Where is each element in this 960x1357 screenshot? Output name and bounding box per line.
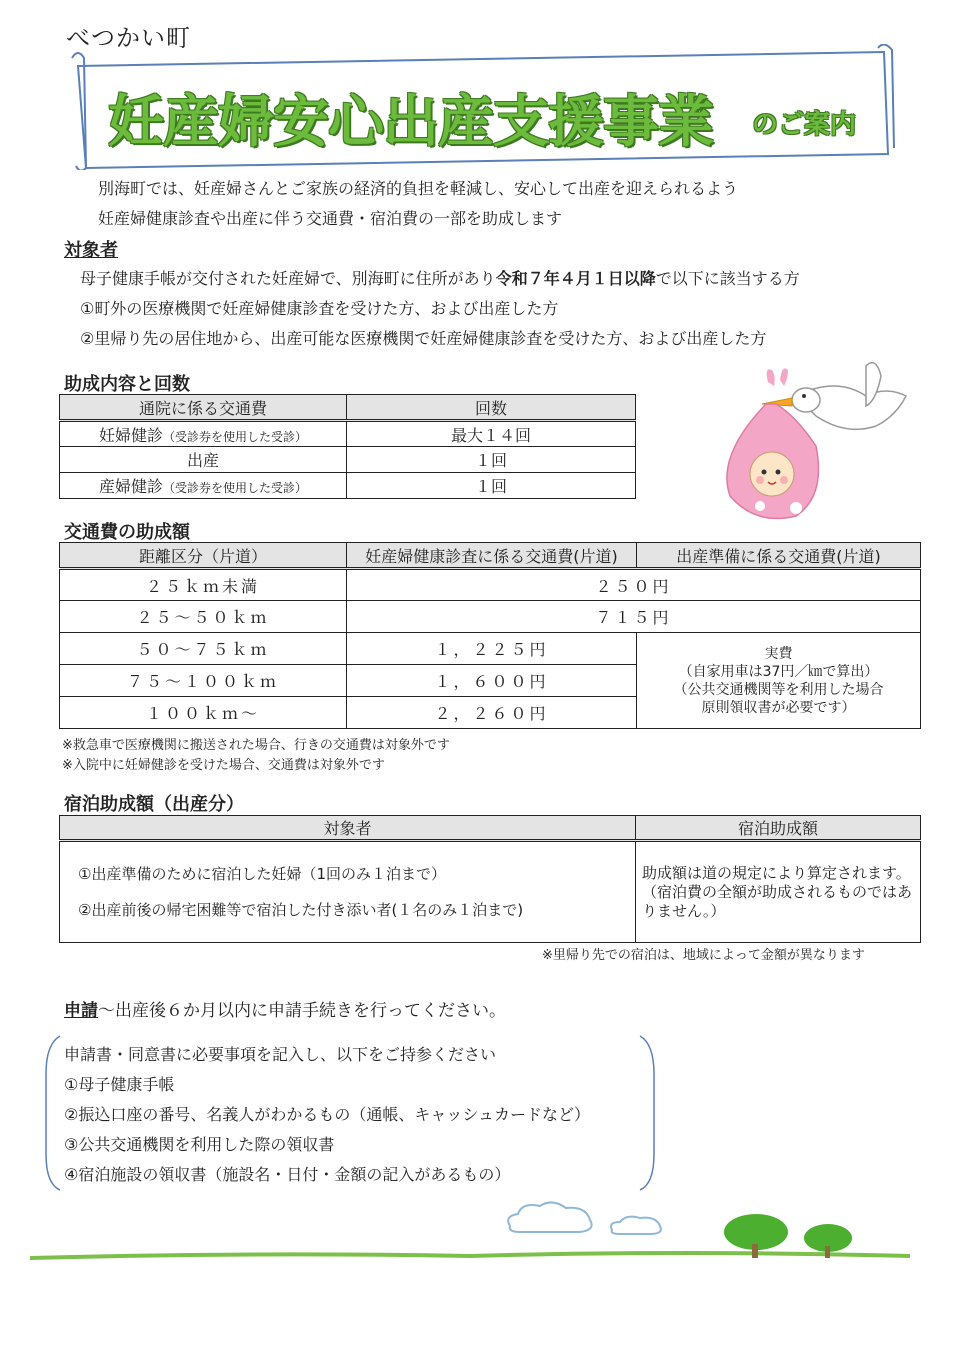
- application-heading-rest: ～出産後６か月以内に申請手続きを行ってください。: [98, 1001, 506, 1021]
- lodging-note: ※里帰り先での宿泊は、地域によって金額が異なります: [542, 948, 865, 963]
- table-row: [60, 633, 921, 665]
- transport-heading: 交通費の助成額: [64, 522, 190, 543]
- transport-note-1: ※救急車で医療機関に搬送された場合、行きの交通費は対象外です: [62, 738, 450, 753]
- table-cell: 妊婦健診（受診券を使用した受診）: [60, 421, 347, 447]
- table-row: [60, 447, 636, 473]
- actual-cost-cell: [637, 633, 921, 729]
- actual-cost-line-1: （自家用車は37円／㎞で算出）: [678, 663, 879, 680]
- lodging-table: [59, 815, 921, 943]
- table-cell: 産婦健診（受診券を使用した受診）: [60, 473, 347, 499]
- subsidy-count-header-item: 通院に係る交通費: [60, 395, 347, 421]
- lodging-header-amount: 宿泊助成額: [636, 816, 921, 841]
- table-row: [60, 569, 921, 601]
- eligibility-item-2: ②里帰り先の居住地から、出産可能な医療機関で妊産婦健康診査を受けた方、および出産した方: [80, 329, 767, 348]
- town-name: べつかい町: [66, 24, 191, 52]
- table-cell: 最大１４回: [347, 421, 636, 447]
- application-item-4: ④宿泊施設の領収書（施設名・日付・金額の記入があるもの）: [64, 1165, 511, 1184]
- subsidy-count-table: [59, 394, 636, 499]
- lodging-target-cell: [60, 841, 636, 943]
- table-cell: １，２２５円: [347, 633, 637, 665]
- application-item-2: ②振込口座の番号、名義人がわかるもの（通帳、キャッシュカードなど）: [64, 1105, 591, 1124]
- lodging-heading: 宿泊助成額（出産分）: [64, 794, 244, 815]
- table-cell: ２５～５０ｋｍ: [60, 601, 347, 633]
- table-cell: ２５０円: [347, 569, 921, 601]
- application-heading: 申請: [64, 1001, 98, 1021]
- transport-header-birth-prep: 出産準備に係る交通費(片道): [637, 543, 921, 569]
- application-heading-line: [64, 996, 506, 1021]
- lodging-target-2: ②出産前後の帰宅困難等で宿泊した付き添い者(１名のみ１泊まで): [78, 901, 524, 919]
- page-title-suffix: のご案内: [752, 110, 857, 140]
- transport-header-distance: 距離区分（片道）: [60, 543, 347, 569]
- lodging-target-1: ①出産準備のために宿泊した妊婦（1回のみ１泊まで）: [78, 865, 446, 883]
- table-cell: ２，２６０円: [347, 697, 637, 729]
- table-cell: ５０～７５ｋｍ: [60, 633, 347, 665]
- table-cell: ２５ｋｍ未満: [60, 569, 347, 601]
- eligibility-suffix: で以下に該当する方: [655, 269, 800, 288]
- eligibility-line: [80, 266, 800, 289]
- eligibility-heading: 対象者: [64, 240, 118, 261]
- table-cell: ７５～１００ｋｍ: [60, 665, 347, 697]
- intro-line-1: 別海町では、妊産婦さんとご家族の経済的負担を軽減し、安心して出産を迎えられるよう: [98, 179, 739, 198]
- subsidy-count-heading: 助成内容と回数: [64, 374, 190, 395]
- table-row: [60, 601, 921, 633]
- transport-table: [59, 542, 921, 729]
- transport-note-2: ※入院中に妊婦健診を受けた場合、交通費は対象外です: [62, 758, 385, 773]
- lodging-amount-cell: 助成額は道の規定により算定されます。（宿泊費の全額が助成されるものではありません。）: [636, 841, 921, 943]
- application-intro: 申請書・同意書に必要事項を記入し、以下をご持参ください: [64, 1045, 497, 1064]
- eligibility-date: 令和７年４月１日以降: [495, 269, 656, 288]
- table-row: [60, 841, 921, 943]
- lodging-header-target: 対象者: [60, 816, 636, 841]
- grass-and-trees-icon: [30, 1210, 910, 1266]
- table-row: [60, 421, 636, 447]
- table-cell: ７１５円: [347, 601, 921, 633]
- actual-cost-title: 実費: [764, 645, 793, 662]
- transport-header-checkup: 妊産婦健康診査に係る交通費(片道): [347, 543, 637, 569]
- table-cell: 出産: [60, 447, 347, 473]
- application-item-1: ①母子健康手帳: [64, 1075, 175, 1094]
- application-item-3: ③公共交通機関を利用した際の領収書: [64, 1135, 335, 1154]
- stork-baby-icon: [716, 356, 916, 528]
- table-cell: １回: [347, 447, 636, 473]
- table-cell: １回: [347, 473, 636, 499]
- actual-cost-line-3: 原則領収書が必要です）: [701, 699, 856, 716]
- eligibility-item-1: ①町外の医療機関で妊産婦健康診査を受けた方、および出産した方: [80, 299, 559, 318]
- table-cell: １，６００円: [347, 665, 637, 697]
- table-row: [60, 473, 636, 499]
- page-title: 妊産婦安心出産支援事業: [108, 90, 713, 155]
- table-cell: １００ｋｍ～: [60, 697, 347, 729]
- intro-line-2: 妊産婦健康診査や出産に伴う交通費・宿泊費の一部を助成します: [98, 209, 563, 228]
- subsidy-count-header-count: 回数: [347, 395, 636, 421]
- actual-cost-line-2: （公共交通機関等を利用した場合: [673, 681, 884, 698]
- eligibility-prefix: 母子健康手帳が交付された妊産婦で、別海町に住所があり: [80, 269, 496, 288]
